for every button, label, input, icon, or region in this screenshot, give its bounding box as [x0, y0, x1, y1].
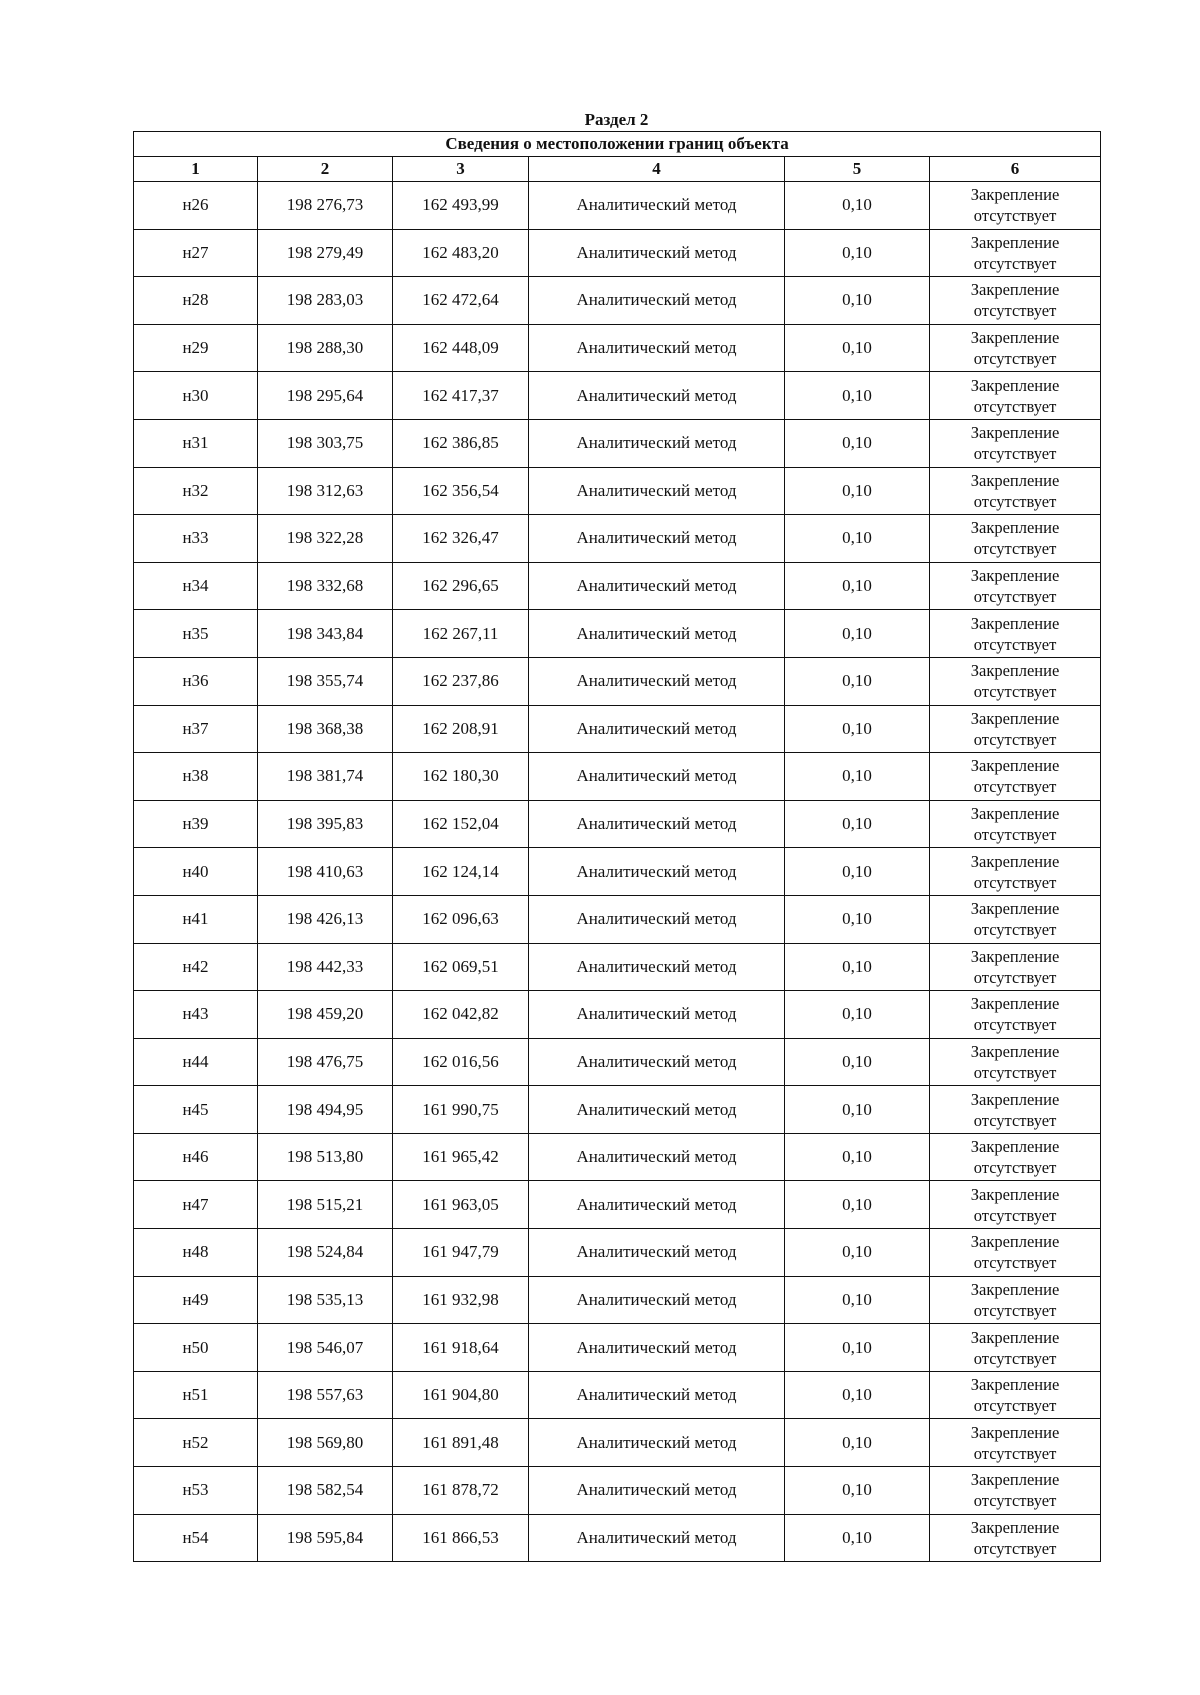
point-name-cell: н54 — [134, 1514, 258, 1562]
coordinate-x-cell: 198 355,74 — [258, 657, 393, 705]
point-name-cell: н47 — [134, 1181, 258, 1229]
fixation-line-2: отсутствует — [973, 1348, 1057, 1368]
coordinate-x-cell: 198 343,84 — [258, 610, 393, 658]
coordinate-y-cell: 162 493,99 — [393, 182, 529, 230]
coordinate-x-cell: 198 459,20 — [258, 991, 393, 1039]
column-number-row — [134, 157, 1101, 182]
point-name-cell: н26 — [134, 182, 258, 230]
fixation-line-1: Закрепление — [970, 1184, 1060, 1204]
fixation-line-1: Закрепление — [970, 1470, 1060, 1490]
accuracy-cell: 0,10 — [785, 943, 930, 991]
point-name-cell: н34 — [134, 562, 258, 610]
table-row — [134, 372, 1101, 420]
fixation-line-2: отсутствует — [973, 206, 1057, 226]
coordinate-y-cell: 161 990,75 — [393, 1086, 529, 1134]
fixation-line-1: Закрепление — [970, 280, 1060, 300]
fixation-line-2: отсутствует — [973, 301, 1057, 321]
coordinate-x-cell: 198 476,75 — [258, 1038, 393, 1086]
point-name-cell: н50 — [134, 1324, 258, 1372]
coordinate-y-cell: 161 891,48 — [393, 1419, 529, 1467]
method-cell: Аналитический метод — [529, 848, 785, 896]
coordinate-y-cell: 162 386,85 — [393, 419, 529, 467]
method-cell: Аналитический метод — [529, 1038, 785, 1086]
table-row — [134, 1514, 1101, 1562]
fixation-line-2: отсутствует — [973, 1062, 1057, 1082]
table-row — [134, 182, 1101, 230]
accuracy-cell: 0,10 — [785, 610, 930, 658]
fixation-line-2: отсутствует — [973, 967, 1057, 987]
accuracy-cell: 0,10 — [785, 229, 930, 277]
point-name-cell: н31 — [134, 419, 258, 467]
accuracy-cell: 0,10 — [785, 848, 930, 896]
fixation-line-1: Закрепление — [970, 518, 1060, 538]
coordinate-y-cell: 162 152,04 — [393, 800, 529, 848]
fixation-line-2: отсутствует — [973, 587, 1057, 607]
coordinate-x-cell: 198 595,84 — [258, 1514, 393, 1562]
point-name-cell: н39 — [134, 800, 258, 848]
fixation-cell — [930, 848, 1101, 896]
coordinate-x-cell: 198 279,49 — [258, 229, 393, 277]
accuracy-cell: 0,10 — [785, 419, 930, 467]
table-row — [134, 1086, 1101, 1134]
coordinate-x-cell: 198 557,63 — [258, 1371, 393, 1419]
fixation-cell — [930, 610, 1101, 658]
fixation-line-2: отсутствует — [973, 777, 1057, 797]
point-name-cell: н37 — [134, 705, 258, 753]
coordinate-x-cell: 198 569,80 — [258, 1419, 393, 1467]
accuracy-cell: 0,10 — [785, 1514, 930, 1562]
table-row — [134, 657, 1101, 705]
accuracy-cell: 0,10 — [785, 1229, 930, 1277]
coordinate-x-cell: 198 410,63 — [258, 848, 393, 896]
accuracy-cell: 0,10 — [785, 1467, 930, 1515]
fixation-line-1: Закрепление — [970, 328, 1060, 348]
fixation-line-1: Закрепление — [970, 1327, 1060, 1347]
coordinate-y-cell: 161 932,98 — [393, 1276, 529, 1324]
column-number-4: 4 — [529, 157, 785, 182]
coordinate-x-cell: 198 582,54 — [258, 1467, 393, 1515]
table-row — [134, 324, 1101, 372]
fixation-cell — [930, 1324, 1101, 1372]
accuracy-cell: 0,10 — [785, 182, 930, 230]
point-name-cell: н28 — [134, 277, 258, 325]
coordinate-x-cell: 198 395,83 — [258, 800, 393, 848]
method-cell: Аналитический метод — [529, 419, 785, 467]
accuracy-cell: 0,10 — [785, 705, 930, 753]
method-cell: Аналитический метод — [529, 610, 785, 658]
point-name-cell: н46 — [134, 1133, 258, 1181]
table-row — [134, 515, 1101, 563]
fixation-cell — [930, 1086, 1101, 1134]
coordinate-x-cell: 198 535,13 — [258, 1276, 393, 1324]
point-name-cell: н29 — [134, 324, 258, 372]
coordinate-y-cell: 161 965,42 — [393, 1133, 529, 1181]
fixation-line-2: отсутствует — [973, 1443, 1057, 1463]
coordinate-y-cell: 161 918,64 — [393, 1324, 529, 1372]
fixation-cell — [930, 657, 1101, 705]
fixation-line-1: Закрепление — [970, 1375, 1060, 1395]
method-cell: Аналитический метод — [529, 705, 785, 753]
fixation-cell — [930, 1419, 1101, 1467]
fixation-cell — [930, 1133, 1101, 1181]
point-name-cell: н38 — [134, 753, 258, 801]
point-name-cell: н35 — [134, 610, 258, 658]
point-name-cell: н45 — [134, 1086, 258, 1134]
accuracy-cell: 0,10 — [785, 1181, 930, 1229]
column-number-1: 1 — [134, 157, 258, 182]
fixation-line-1: Закрепление — [970, 1137, 1060, 1157]
fixation-line-1: Закрепление — [970, 423, 1060, 443]
coordinate-y-cell: 162 326,47 — [393, 515, 529, 563]
fixation-cell — [930, 515, 1101, 563]
coordinate-y-cell: 162 472,64 — [393, 277, 529, 325]
table-row — [134, 277, 1101, 325]
coordinate-y-cell: 162 483,20 — [393, 229, 529, 277]
accuracy-cell: 0,10 — [785, 515, 930, 563]
fixation-cell — [930, 1038, 1101, 1086]
fixation-line-1: Закрепление — [970, 1089, 1060, 1109]
accuracy-cell: 0,10 — [785, 657, 930, 705]
coordinate-y-cell: 162 417,37 — [393, 372, 529, 420]
coordinate-x-cell: 198 381,74 — [258, 753, 393, 801]
fixation-line-1: Закрепление — [970, 708, 1060, 728]
fixation-line-2: отсутствует — [973, 396, 1057, 416]
method-cell: Аналитический метод — [529, 895, 785, 943]
point-name-cell: н44 — [134, 1038, 258, 1086]
point-name-cell: н49 — [134, 1276, 258, 1324]
fixation-cell — [930, 1181, 1101, 1229]
fixation-line-1: Закрепление — [970, 804, 1060, 824]
fixation-cell — [930, 1276, 1101, 1324]
fixation-cell — [930, 1467, 1101, 1515]
fixation-line-1: Закрепление — [970, 946, 1060, 966]
accuracy-cell: 0,10 — [785, 562, 930, 610]
fixation-cell — [930, 1371, 1101, 1419]
method-cell: Аналитический метод — [529, 1276, 785, 1324]
method-cell: Аналитический метод — [529, 1181, 785, 1229]
fixation-line-2: отсутствует — [973, 920, 1057, 940]
point-name-cell: н48 — [134, 1229, 258, 1277]
method-cell: Аналитический метод — [529, 1514, 785, 1562]
fixation-cell — [930, 229, 1101, 277]
method-cell: Аналитический метод — [529, 182, 785, 230]
fixation-line-1: Закрепление — [970, 899, 1060, 919]
method-cell: Аналитический метод — [529, 800, 785, 848]
table-row — [134, 467, 1101, 515]
column-number-5: 5 — [785, 157, 930, 182]
fixation-line-2: отсутствует — [973, 491, 1057, 511]
table-row — [134, 229, 1101, 277]
accuracy-cell: 0,10 — [785, 324, 930, 372]
coordinate-x-cell: 198 322,28 — [258, 515, 393, 563]
fixation-cell — [930, 800, 1101, 848]
fixation-line-1: Закрепление — [970, 1517, 1060, 1537]
method-cell: Аналитический метод — [529, 1371, 785, 1419]
fixation-line-2: отсутствует — [973, 872, 1057, 892]
point-name-cell: н53 — [134, 1467, 258, 1515]
accuracy-cell: 0,10 — [785, 895, 930, 943]
fixation-line-1: Закрепление — [970, 232, 1060, 252]
accuracy-cell: 0,10 — [785, 1276, 930, 1324]
accuracy-cell: 0,10 — [785, 1086, 930, 1134]
coordinate-y-cell: 162 296,65 — [393, 562, 529, 610]
fixation-line-2: отсутствует — [973, 825, 1057, 845]
fixation-line-1: Закрепление — [970, 613, 1060, 633]
fixation-cell — [930, 277, 1101, 325]
fixation-line-2: отсутствует — [973, 1158, 1057, 1178]
table-row — [134, 562, 1101, 610]
coordinate-y-cell: 161 963,05 — [393, 1181, 529, 1229]
fixation-cell — [930, 419, 1101, 467]
table-caption-row — [134, 132, 1101, 157]
coordinate-y-cell: 162 069,51 — [393, 943, 529, 991]
fixation-cell — [930, 991, 1101, 1039]
fixation-cell — [930, 753, 1101, 801]
point-name-cell: н51 — [134, 1371, 258, 1419]
method-cell: Аналитический метод — [529, 515, 785, 563]
point-name-cell: н32 — [134, 467, 258, 515]
coordinate-y-cell: 162 208,91 — [393, 705, 529, 753]
fixation-line-1: Закрепление — [970, 566, 1060, 586]
fixation-line-1: Закрепление — [970, 851, 1060, 871]
fixation-cell — [930, 943, 1101, 991]
accuracy-cell: 0,10 — [785, 991, 930, 1039]
method-cell: Аналитический метод — [529, 562, 785, 610]
fixation-cell — [930, 467, 1101, 515]
accuracy-cell: 0,10 — [785, 1133, 930, 1181]
accuracy-cell: 0,10 — [785, 1324, 930, 1372]
fixation-line-1: Закрепление — [970, 470, 1060, 490]
point-name-cell: н27 — [134, 229, 258, 277]
coordinate-x-cell: 198 303,75 — [258, 419, 393, 467]
fixation-line-2: отсутствует — [973, 1253, 1057, 1273]
coordinate-x-cell: 198 515,21 — [258, 1181, 393, 1229]
point-name-cell: н52 — [134, 1419, 258, 1467]
fixation-line-1: Закрепление — [970, 1279, 1060, 1299]
fixation-line-1: Закрепление — [970, 994, 1060, 1014]
method-cell: Аналитический метод — [529, 753, 785, 801]
table-row — [134, 800, 1101, 848]
coordinate-y-cell: 161 866,53 — [393, 1514, 529, 1562]
fixation-cell — [930, 182, 1101, 230]
accuracy-cell: 0,10 — [785, 467, 930, 515]
method-cell: Аналитический метод — [529, 657, 785, 705]
fixation-line-2: отсутствует — [973, 1110, 1057, 1130]
table-row — [134, 1419, 1101, 1467]
coordinate-x-cell: 198 546,07 — [258, 1324, 393, 1372]
table-row — [134, 610, 1101, 658]
method-cell: Аналитический метод — [529, 1133, 785, 1181]
fixation-line-2: отсутствует — [973, 1491, 1057, 1511]
coordinate-y-cell: 161 904,80 — [393, 1371, 529, 1419]
fixation-line-2: отсутствует — [973, 1015, 1057, 1035]
table-row — [134, 848, 1101, 896]
point-name-cell: н41 — [134, 895, 258, 943]
fixation-cell — [930, 562, 1101, 610]
coordinate-y-cell: 162 124,14 — [393, 848, 529, 896]
table-row — [134, 895, 1101, 943]
accuracy-cell: 0,10 — [785, 277, 930, 325]
table-caption: Сведения о местоположении границ объекта — [134, 132, 1101, 157]
fixation-cell — [930, 895, 1101, 943]
fixation-line-2: отсутствует — [973, 634, 1057, 654]
fixation-line-2: отсутствует — [973, 729, 1057, 749]
coordinate-y-cell: 162 016,56 — [393, 1038, 529, 1086]
accuracy-cell: 0,10 — [785, 1419, 930, 1467]
table-row — [134, 1038, 1101, 1086]
coordinate-y-cell: 162 096,63 — [393, 895, 529, 943]
table-row — [134, 1467, 1101, 1515]
fixation-cell — [930, 705, 1101, 753]
coordinate-x-cell: 198 295,64 — [258, 372, 393, 420]
point-name-cell: н43 — [134, 991, 258, 1039]
table-row — [134, 419, 1101, 467]
column-number-6: 6 — [930, 157, 1101, 182]
coordinate-y-cell: 161 878,72 — [393, 1467, 529, 1515]
coordinate-x-cell: 198 312,63 — [258, 467, 393, 515]
coordinate-x-cell: 198 524,84 — [258, 1229, 393, 1277]
method-cell: Аналитический метод — [529, 324, 785, 372]
accuracy-cell: 0,10 — [785, 753, 930, 801]
table-row — [134, 705, 1101, 753]
method-cell: Аналитический метод — [529, 943, 785, 991]
accuracy-cell: 0,10 — [785, 1038, 930, 1086]
method-cell: Аналитический метод — [529, 467, 785, 515]
column-number-3: 3 — [393, 157, 529, 182]
coordinate-y-cell: 162 356,54 — [393, 467, 529, 515]
coordinate-x-cell: 198 368,38 — [258, 705, 393, 753]
method-cell: Аналитический метод — [529, 372, 785, 420]
fixation-line-1: Закрепление — [970, 661, 1060, 681]
coordinate-y-cell: 161 947,79 — [393, 1229, 529, 1277]
fixation-line-2: отсутствует — [973, 349, 1057, 369]
fixation-cell — [930, 1229, 1101, 1277]
coordinate-x-cell: 198 288,30 — [258, 324, 393, 372]
section-title: Раздел 2 — [584, 110, 649, 129]
coordinate-y-cell: 162 042,82 — [393, 991, 529, 1039]
coordinate-x-cell: 198 276,73 — [258, 182, 393, 230]
fixation-line-1: Закрепление — [970, 1232, 1060, 1252]
fixation-line-1: Закрепление — [970, 185, 1060, 205]
coordinate-x-cell: 198 426,13 — [258, 895, 393, 943]
method-cell: Аналитический метод — [529, 1419, 785, 1467]
table-row — [134, 1324, 1101, 1372]
accuracy-cell: 0,10 — [785, 372, 930, 420]
boundary-coordinates-table — [133, 131, 1101, 1562]
fixation-line-2: отсутствует — [973, 253, 1057, 273]
fixation-line-2: отсутствует — [973, 1300, 1057, 1320]
method-cell: Аналитический метод — [529, 1086, 785, 1134]
fixation-line-2: отсутствует — [973, 444, 1057, 464]
table-row — [134, 1133, 1101, 1181]
fixation-line-2: отсутствует — [973, 1538, 1057, 1558]
table-row — [134, 991, 1101, 1039]
fixation-line-1: Закрепление — [970, 1041, 1060, 1061]
method-cell: Аналитический метод — [529, 1324, 785, 1372]
accuracy-cell: 0,10 — [785, 1371, 930, 1419]
coordinate-x-cell: 198 283,03 — [258, 277, 393, 325]
fixation-line-2: отсутствует — [973, 1205, 1057, 1225]
coordinate-y-cell: 162 267,11 — [393, 610, 529, 658]
accuracy-cell: 0,10 — [785, 800, 930, 848]
method-cell: Аналитический метод — [529, 1467, 785, 1515]
coordinate-x-cell: 198 494,95 — [258, 1086, 393, 1134]
method-cell: Аналитический метод — [529, 277, 785, 325]
point-name-cell: н30 — [134, 372, 258, 420]
fixation-cell — [930, 372, 1101, 420]
fixation-line-1: Закрепление — [970, 375, 1060, 395]
fixation-line-1: Закрепление — [970, 1422, 1060, 1442]
point-name-cell: н36 — [134, 657, 258, 705]
method-cell: Аналитический метод — [529, 229, 785, 277]
fixation-line-1: Закрепление — [970, 756, 1060, 776]
fixation-line-2: отсутствует — [973, 1396, 1057, 1416]
fixation-line-2: отсутствует — [973, 539, 1057, 559]
coordinate-x-cell: 198 332,68 — [258, 562, 393, 610]
coordinate-x-cell: 198 513,80 — [258, 1133, 393, 1181]
table-row — [134, 1371, 1101, 1419]
coordinate-y-cell: 162 237,86 — [393, 657, 529, 705]
coordinate-x-cell: 198 442,33 — [258, 943, 393, 991]
table-row — [134, 753, 1101, 801]
table-body — [134, 182, 1101, 1562]
table-row — [134, 943, 1101, 991]
method-cell: Аналитический метод — [529, 1229, 785, 1277]
method-cell: Аналитический метод — [529, 991, 785, 1039]
fixation-cell — [930, 1514, 1101, 1562]
point-name-cell: н33 — [134, 515, 258, 563]
coordinate-y-cell: 162 448,09 — [393, 324, 529, 372]
coordinate-y-cell: 162 180,30 — [393, 753, 529, 801]
fixation-line-2: отсутствует — [973, 682, 1057, 702]
table-row — [134, 1276, 1101, 1324]
fixation-cell — [930, 324, 1101, 372]
point-name-cell: н40 — [134, 848, 258, 896]
point-name-cell: н42 — [134, 943, 258, 991]
table-row — [134, 1229, 1101, 1277]
table-row — [134, 1181, 1101, 1229]
column-number-2: 2 — [258, 157, 393, 182]
